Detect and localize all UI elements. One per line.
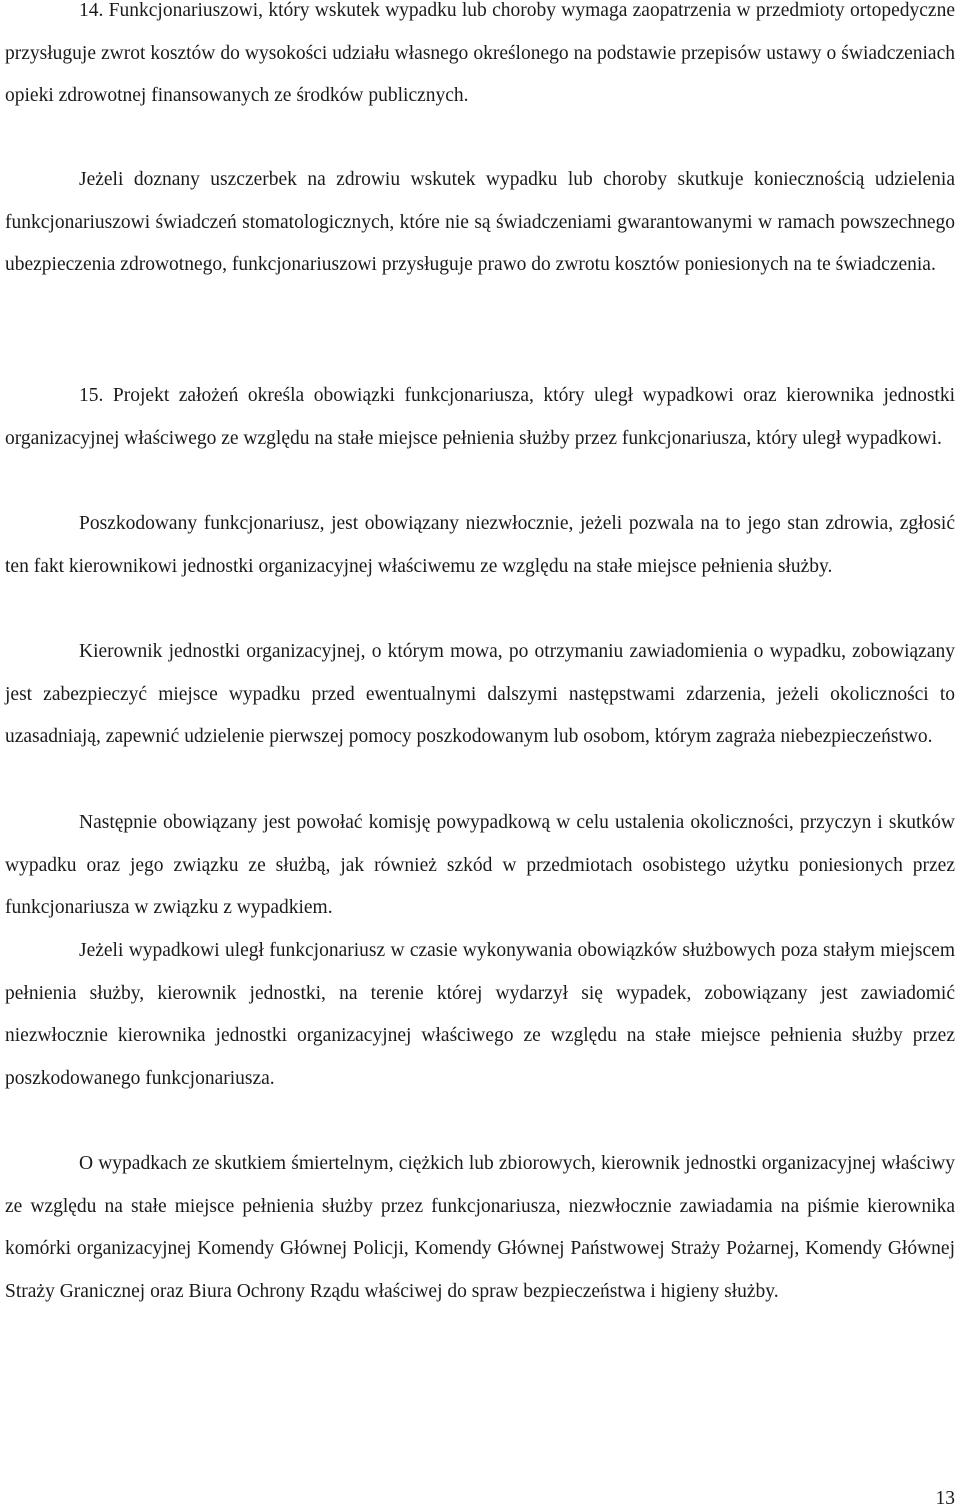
paragraph-accident-outside-unit: Jeżeli wypadkowi uległ funkcjonariusz w czasie wykonywania obowiązków służbowych poza stałym miejscem pełnienia służby, kierownik jednostki, na terenie której wydarzył się wypadek, zobowiązany jest zawiadomić niezwłocznie kierownika jednostki organizacyjnej właściwego ze względu na stałe miejsce pełnienia służby przez poszkodowanego funkcjonariusza. (5, 940, 955, 1089)
paragraph-accident-commission: Następnie obowiązany jest powołać komisję powypadkową w celu ustalenia okoliczności, przyczyn i skutków wypadku oraz jego związku ze służbą, jak również szkód w przedmiotach osobistego użytku poniesionych przez funkcjonariusza w związku z wypadkiem. (5, 812, 955, 919)
paragraph-dental-costs: Jeżeli doznany uszczerbek na zdrowiu wskutek wypadku lub choroby skutkuje koniecznością udzielenia funkcjonariuszowi świadczeń stomatologicznych, które nie są świadczeniami gwarantowanymi w ramach powszechnego ubezpieczenia zdrowotnego, funkcjonariuszowi przysługuje prawo do zwrotu kosztów poniesionych na te świadczenia. (5, 169, 955, 276)
paragraph-14-orthopedic-costs: 14. Funkcjonariuszowi, który wskutek wypadku lub choroby wymaga zaopatrzenia w przedmioty ortopedyczne przysługuje zwrot kosztów do wysokości udziału własnego określonego na podstawie przepisów ustawy o świadczeniach opieki zdrowotnej finansowanych ze środków publicznych. (5, 0, 955, 107)
paragraph-injured-officer-duty: Poszkodowany funkcjonariusz, jest obowiązany niezwłocznie, jeżeli pozwala na to jego stan zdrowia, zgłosić ten fakt kierownikowi jednostki organizacyjnej właściwemu ze względu na stałe miejsce pełnienia służby. (5, 513, 955, 577)
paragraph-15-obligations: 15. Projekt założeń określa obowiązki funkcjonariusza, który uległ wypadkowi oraz kierownika jednostki organizacyjnej właściwego ze względu na stałe miejsce pełnienia służby przez funkcjonariusza, który uległ wypadkowi. (5, 385, 955, 449)
page-number: 13 (935, 1488, 955, 1509)
paragraph-fatal-accidents-notice: O wypadkach ze skutkiem śmiertelnym, ciężkich lub zbiorowych, kierownik jednostki organizacyjnej właściwy ze względu na stałe miejsce pełnienia służby przez funkcjonariusza, niezwłocznie zawiadamia na piśmie kierownika komórki organizacyjnej Komendy Głównej Policji, Komendy Głównej Państwowej Straży Pożarnej, Komendy Głównej Straży Granicznej oraz Biura Ochrony Rządu właściwej do spraw bezpieczeństwa i higieny służby. (5, 1153, 955, 1302)
paragraph-manager-secure-site: Kierownik jednostki organizacyjnej, o którym mowa, po otrzymaniu zawiadomienia o wypadku, zobowiązany jest zabezpieczyć miejsce wypadku przed ewentualnymi dalszymi następstwami zdarzenia, jeżeli okoliczności to uzasadniają, zapewnić udzielenie pierwszej pomocy poszkodowanym lub osobom, którym zagraża niebezpieczeństwo. (5, 641, 955, 748)
